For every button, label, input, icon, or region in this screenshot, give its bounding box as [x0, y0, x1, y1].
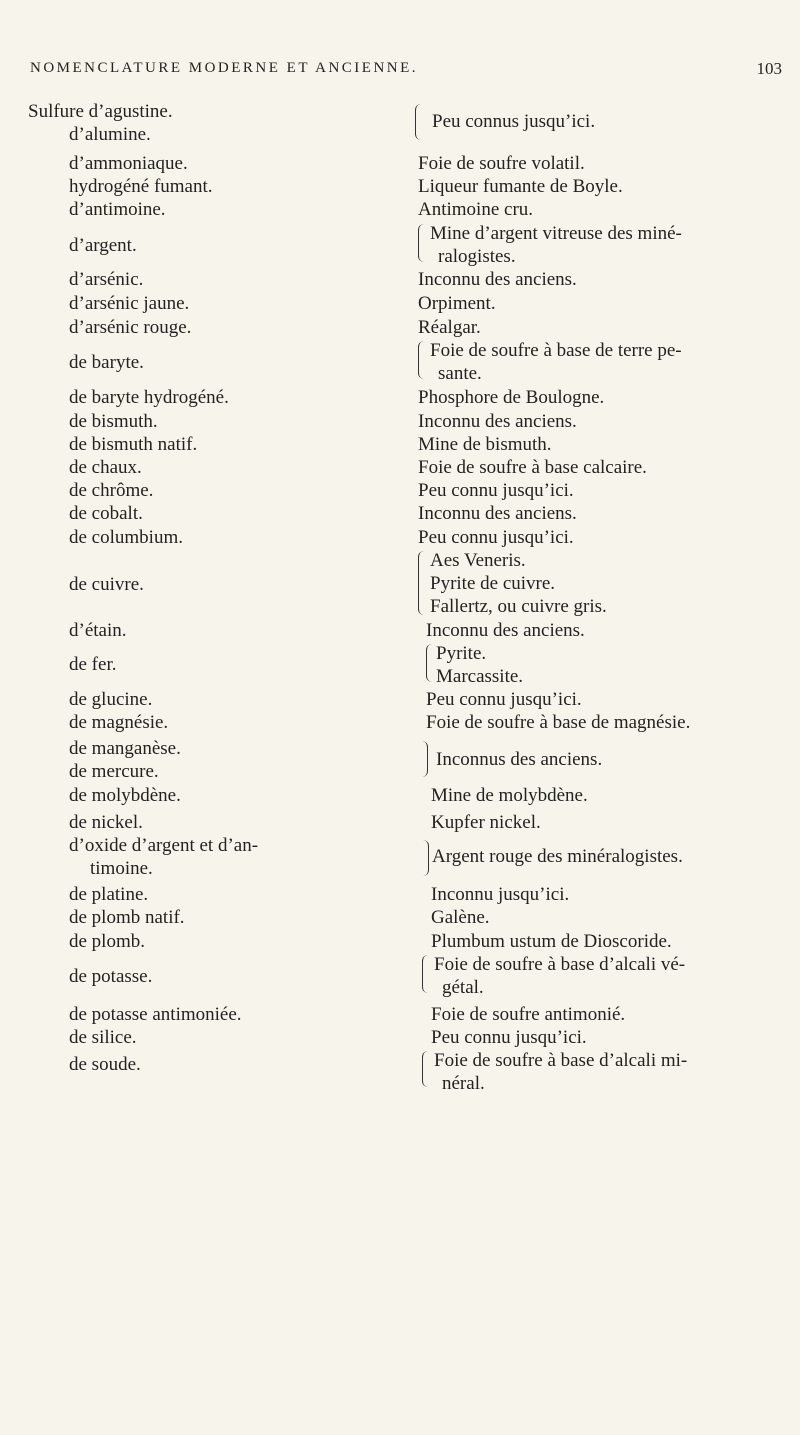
ancient-name: Liqueur fumante de Boyle. [418, 176, 623, 197]
ancient-name: Foie de soufre à base calcaire. [418, 457, 647, 478]
modern-name: d’argent. [69, 235, 137, 256]
ancient-name: Mine de molybdène. [431, 785, 588, 806]
modern-name: de nickel. [69, 812, 143, 833]
page-number: 103 [756, 59, 782, 78]
ancient-name: Mine de bismuth. [418, 434, 552, 455]
modern-name: d’oxide d’argent et d’an- [69, 835, 259, 856]
modern-name: de potasse. [69, 966, 153, 987]
ancient-name: Peu connu jusqu’ici. [418, 527, 574, 548]
brace [422, 1051, 433, 1087]
ancient-name: Inconnu des anciens. [418, 503, 577, 524]
modern-name: de manganèse. [69, 738, 181, 759]
modern-name: de magnésie. [69, 712, 169, 733]
running-title: NOMENCLATURE MODERNE ET ANCIENNE. [30, 60, 419, 76]
modern-name: de soude. [69, 1054, 141, 1075]
ancient-name: Pyrite. [436, 643, 487, 664]
ancient-name: Inconnu des anciens. [418, 411, 577, 432]
modern-name: de bismuth. [69, 411, 158, 432]
brace [418, 224, 429, 262]
modern-name: Sulfure d’agustine. [28, 101, 173, 122]
ancient-name: Orpiment. [418, 293, 496, 314]
modern-name: timoine. [90, 858, 153, 879]
ancient-name: Marcassite. [436, 666, 524, 687]
modern-name: de plomb. [69, 931, 145, 952]
ancient-name: Foie de soufre à base de terre pe- [430, 340, 682, 361]
modern-name: d’arsénic rouge. [69, 317, 192, 338]
ancient-name: Réalgar. [418, 317, 481, 338]
modern-name: de silice. [69, 1027, 137, 1048]
brace [418, 551, 429, 615]
ancient-name: Peu connus jusqu’ici. [432, 111, 596, 132]
ancient-name: Mine d’argent vitreuse des miné- [430, 223, 682, 244]
ancient-name: ralogistes. [438, 246, 516, 267]
modern-name: d’alumine. [69, 124, 151, 145]
modern-name: de baryte. [69, 352, 144, 373]
modern-name: d’arsénic. [69, 269, 144, 290]
modern-name: de cobalt. [69, 503, 143, 524]
modern-name: d’arsénic jaune. [69, 293, 190, 314]
ancient-name: Peu connu jusqu’ici. [418, 480, 574, 501]
ancient-name: Foie de soufre à base d’alcali mi- [434, 1050, 688, 1071]
brace [417, 741, 428, 777]
ancient-name: Inconnu des anciens. [426, 620, 585, 641]
modern-name: de fer. [69, 654, 117, 675]
ancient-name: Kupfer nickel. [431, 812, 541, 833]
ancient-name: Galène. [431, 907, 490, 928]
ancient-name: Aes Veneris. [430, 550, 526, 571]
modern-name: de glucine. [69, 689, 153, 710]
ancient-name: gétal. [442, 977, 484, 998]
ancient-name: Foie de soufre antimonié. [431, 1004, 626, 1025]
modern-name: de cuivre. [69, 574, 144, 595]
running-header [30, 60, 790, 84]
ancient-name: Antimoine cru. [418, 199, 534, 220]
modern-name: de plomb natif. [69, 907, 185, 928]
ancient-name: Inconnu jusqu’ici. [431, 884, 570, 905]
modern-name: de baryte hydrogéné. [69, 387, 229, 408]
ancient-name: Pyrite de cuivre. [430, 573, 556, 594]
modern-name: de columbium. [69, 527, 183, 548]
brace [422, 955, 433, 993]
ancient-name: Peu connu jusqu’ici. [431, 1027, 587, 1048]
modern-name: de chaux. [69, 457, 142, 478]
modern-name: d’antimoine. [69, 199, 166, 220]
modern-name: d’ammoniaque. [69, 153, 188, 174]
ancient-name: Peu connu jusqu’ici. [426, 689, 582, 710]
modern-name: de potasse antimoniée. [69, 1004, 242, 1025]
modern-name: de platine. [69, 884, 149, 905]
ancient-name: Argent rouge des minéralogistes. [432, 846, 683, 867]
modern-name: d’étain. [69, 620, 127, 641]
ancient-name: sante. [438, 363, 482, 384]
ancient-name: Plumbum ustum de Dioscoride. [431, 931, 672, 952]
brace [415, 104, 426, 140]
ancient-name: Inconnu des anciens. [418, 269, 577, 290]
ancient-name: néral. [442, 1073, 485, 1094]
modern-name: de bismuth natif. [69, 434, 198, 455]
modern-name: hydrogéné fumant. [69, 176, 213, 197]
modern-name: de mercure. [69, 761, 159, 782]
brace [418, 840, 429, 876]
ancient-name: Phosphore de Boulogne. [418, 387, 605, 408]
ancient-name: Foie de soufre à base de magnésie. [426, 712, 691, 733]
ancient-name: Inconnus des anciens. [436, 749, 603, 770]
ancient-name: Foie de soufre volatil. [418, 153, 585, 174]
modern-name: de molybdène. [69, 785, 181, 806]
ancient-name: Fallertz, ou cuivre gris. [430, 596, 607, 617]
modern-name: de chrôme. [69, 480, 154, 501]
brace [418, 341, 429, 379]
ancient-name: Foie de soufre à base d’alcali vé- [434, 954, 686, 975]
